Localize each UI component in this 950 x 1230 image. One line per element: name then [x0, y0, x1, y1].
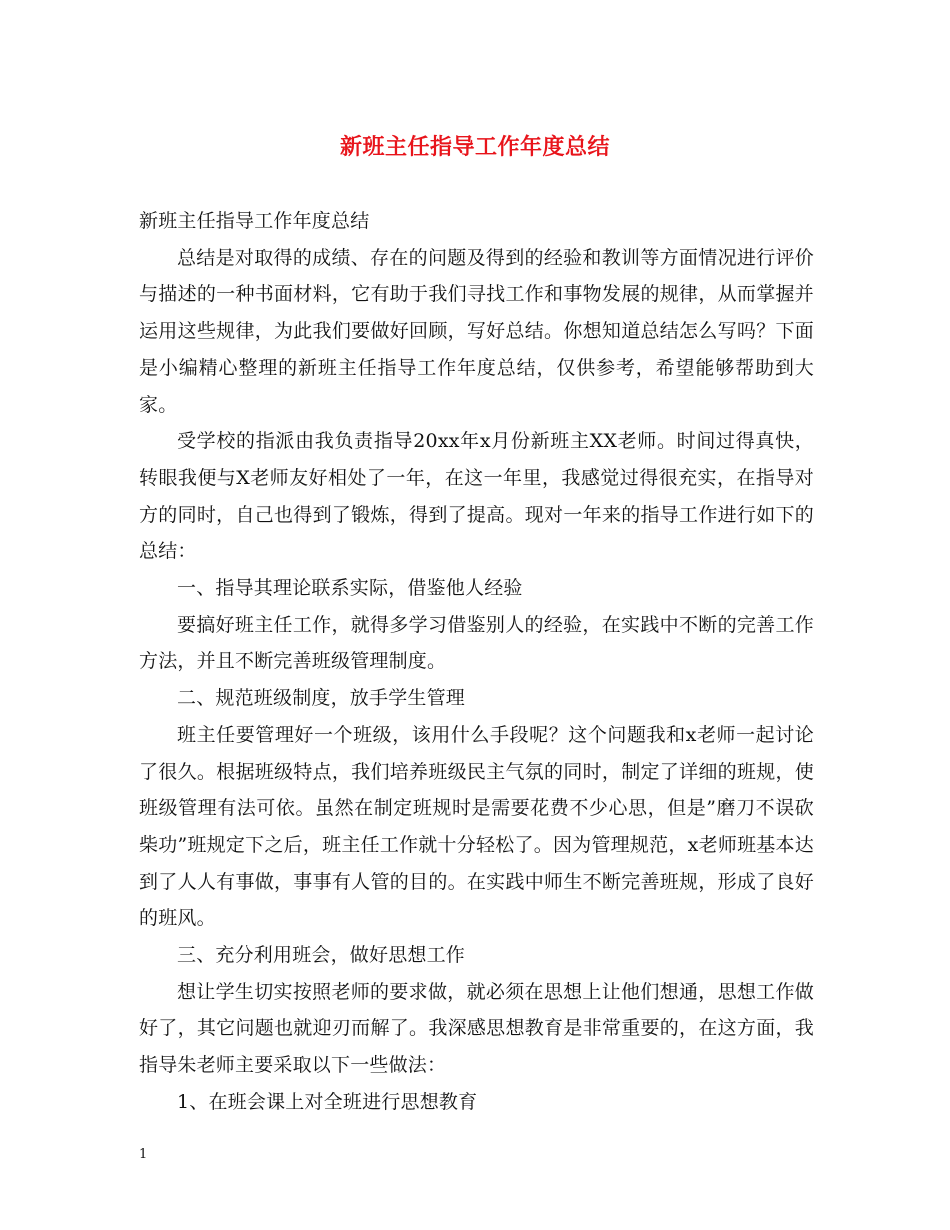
subsection-heading-1: 1、在班会课上对全班进行思想教育 [177, 1090, 478, 1113]
document-title: 新班主任指导工作年度总结 [339, 134, 610, 160]
section-heading-3: 三、充分利用班会，做好思想工作 [177, 944, 466, 967]
subtitle-paragraph: 新班主任指导工作年度总结 [139, 210, 370, 232]
section-2-paragraph: 班主任要管理好一个班级，该用什么手段呢？这个问题我和x老师一起讨论了很久。根据班级特点，我们培养班级民主气氛的同时，制定了详细的班规，使班级管理有法可依。虽然在制定班规时是需要花费不少心思，但是”磨刀不误砍柴功”班规定下之后，班主任工作就十分轻松了。因为管理规范，x老师班基本达到了人人有事做，事事有人管的目的。在实践中师生不断完善班规，形成了良好的班风。 [139, 723, 814, 930]
document-body [139, 203, 814, 1121]
section-heading-2: 二、规范班级制度，放手学生管理 [177, 687, 466, 710]
page-number: 1 [139, 1147, 148, 1162]
section-1-paragraph: 要搞好班主任工作，就得多学习借鉴别人的经验，在实践中不断的完善工作方法，并且不断完善班级管理制度。 [139, 613, 814, 673]
section-heading-1: 一、指导其理论联系实际，借鉴他人经验 [177, 577, 523, 600]
intro-paragraph: 总结是对取得的成绩、存在的问题及得到的经验和教训等方面情况进行评价与描述的一种书面材料，它有助于我们寻找工作和事物发展的规律，从而掌握并运用这些规律，为此我们要做好回顾，写好总结。你想知道总结怎么写吗？下面是小编精心整理的新班主任指导工作年度总结，仅供参考，希望能够帮助到大家。 [139, 246, 814, 416]
background-paragraph: 受学校的指派由我负责指导20xx年x月份新班主XX老师。时间过得真快，转眼我便与X老师友好相处了一年，在这一年里，我感觉过得很充实，在指导对方的同时，自己也得到了锻炼，得到了提高。现对一年来的指导工作进行如下的总结： [139, 430, 814, 563]
section-3-paragraph: 想让学生切实按照老师的要求做，就必须在思想上让他们想通，思想工作做好了，其它问题也就迎刃而解了。我深感思想教育是非常重要的，在这方面，我指导朱老师主要采取以下一些做法： [139, 980, 814, 1077]
